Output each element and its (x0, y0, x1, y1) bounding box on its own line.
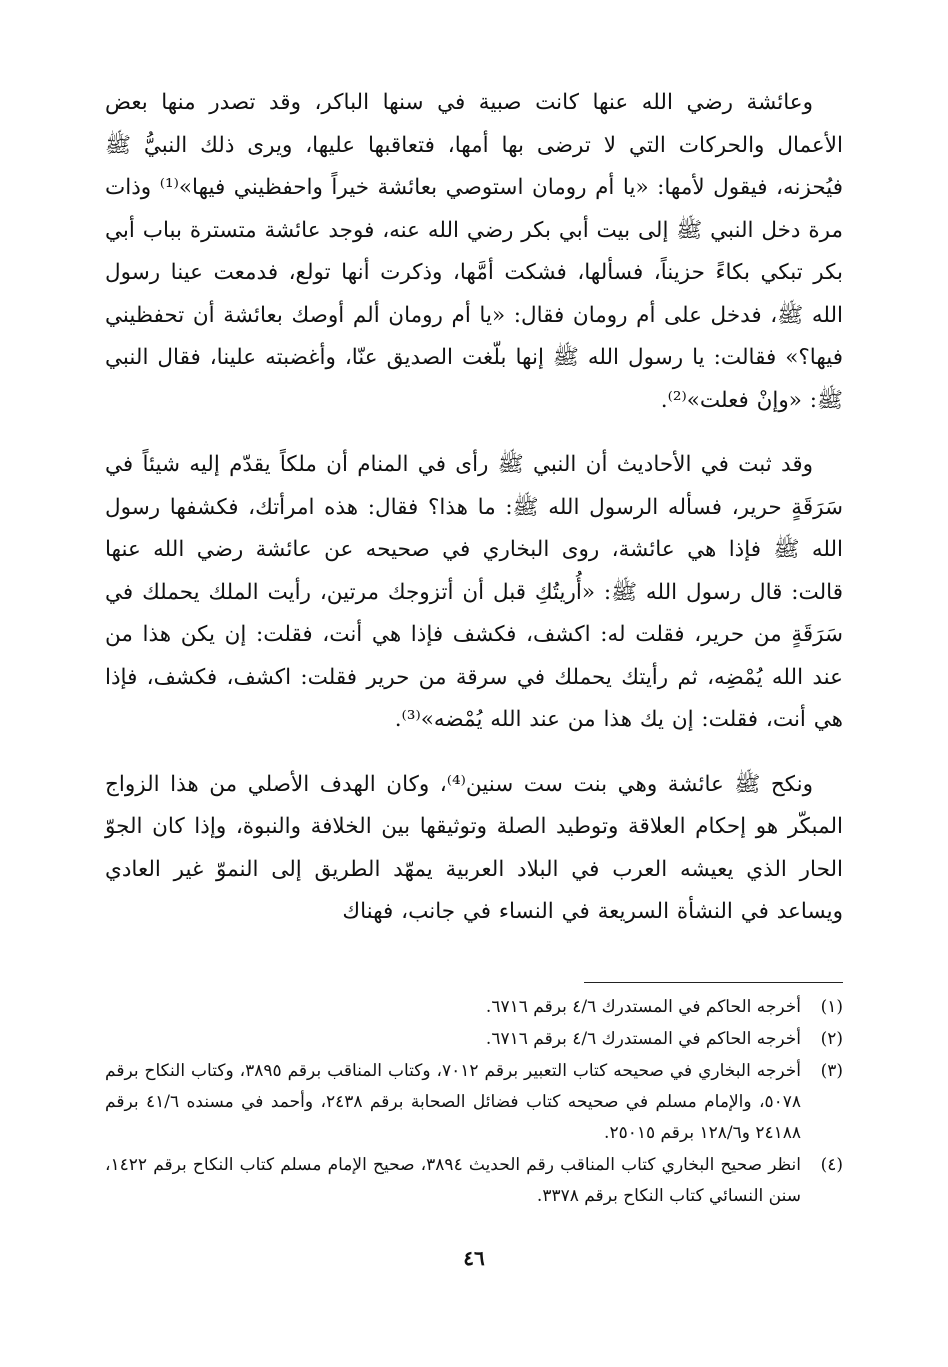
page-number: ٤٦ (463, 1246, 485, 1270)
footnote-number: (٤) (820, 1155, 843, 1175)
footnotes-list (105, 992, 843, 1213)
footnote-number: (٣) (820, 1061, 843, 1081)
paragraph-marriage: ونكح ﷺ عائشة وهي بنت ست سنين⁽⁴⁾، وكان الهدف الأصلي من هذا الزواج المبكّر هو إحكام العلاقة وتوطيد الصلة وتوثيقها بين الخلافة والنبوة، وإذا كان الجوّ الحار الذي يعيشه العرب في البلاد العربية يمهّد الطريق إلى النموّ غير العادي ويساعد في النشأة السريعة في النساء في جانب، فهناك (105, 771, 843, 924)
footnote-text: انظر صحيح البخاري كتاب المناقب رقم الحديث ٣٨٩٤، صحيح الإمام مسلم كتاب النكاح برقم ١٤٢٢، سنن النسائي كتاب النكاح برقم ٣٣٧٨. (105, 1155, 801, 1206)
footnote-text: أخرجه الحاكم في المستدرك ٤/٦ برقم ٦٧١٦. (485, 997, 801, 1017)
footnote-number: (١) (820, 997, 843, 1017)
footnote-item (105, 1056, 843, 1149)
footnote-item (105, 992, 843, 1023)
footnote-item (105, 1150, 843, 1212)
footnote-text: أخرجه البخاري في صحيحه كتاب التعبير برقم ٧٠١٢، وكتاب المناقب برقم ٣٨٩٥، وكتاب النكاح برقم ٥٠٧٨، والإمام مسلم في صحيحه كتاب فضائل الصحابة برقم ٢٤٣٨، وأحمد في مسنده ٤١/٦ برقم ٢٤١٨٨ و١٢٨/٦ برقم ٢٥٠١٥. (105, 1061, 801, 1143)
footnote-number: (٢) (820, 1029, 843, 1049)
footnote-separator (584, 982, 843, 983)
paragraph-aisha-childhood: وعائشة رضي الله عنها كانت صبية في سنها الباكر، وقد تصدر منها بعض الأعمال والحركات التي لا ترضى بها أمها، فتعاقبها عليها، ويرى ذلك النبيُّ ﷺ فيُحزنه، فيقول لأمها: «يا أم رومان استوصي بعائشة خيراً واحفظيني فيها»⁽¹⁾ وذات مرة دخل النبي ﷺ إلى بيت أبي بكر رضي الله عنه، فوجد عائشة متسترة بباب أبي بكر تبكي بكاءً حزيناً، فسألها، فشكت أمَّها، وذكرت أنها تولع، فدمعت عينا رسول الله ﷺ، فدخل على أم رومان فقال: «يا أم رومان ألم أوصك بعائشة أن تحفظيني فيها؟» فقالت: يا رسول الله ﷺ إنها بلّغت الصديق عنّا، وأغضبته علينا، فقال النبي ﷺ: «وإنْ فعلت»⁽²⁾. (105, 90, 843, 413)
paragraph-dream-hadith: وقد ثبت في الأحاديث أن النبي ﷺ رأى في المنام أن ملكاً يقدّم إليه شيئاً في سَرَقَةٍ حرير، فسأله الرسول الله ﷺ: ما هذا؟ فقال: هذه امرأتك، فكشفها رسول الله ﷺ فإذا هي عائشة، روى البخاري في صحيحه عن عائشة رضي الله عنها قالت: قال رسول الله ﷺ: «أُريتُكِ قبل أن أتزوجك مرتين، رأيت الملك يحملك في سَرَقَةٍ من حرير، فقلت له: اكشف، فكشف فإذا هي أنت، فقلت: إن يكن هذا من عند الله يُمْضِه، ثم رأيتك يحملك في سرقة من حرير فقلت: اكشف، فكشف، فإذا هي أنت، فقلت: إن يك هذا من عند الله يُمْضه»⁽³⁾. (105, 452, 843, 732)
footnote-item (105, 1024, 843, 1055)
footnote-text: أخرجه الحاكم في المستدرك ٤/٦ برقم ٦٧١٦. (485, 1029, 801, 1049)
main-text (105, 82, 843, 958)
